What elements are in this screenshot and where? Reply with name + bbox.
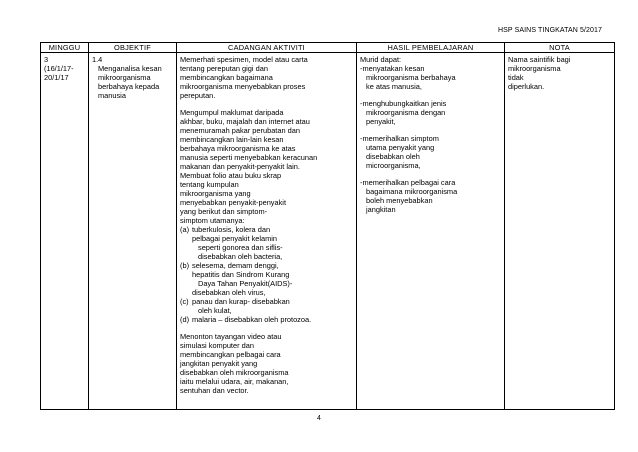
activity-line: tentang pereputan gigi dan bbox=[180, 64, 268, 73]
objective-line: Menganalisa kesan bbox=[98, 64, 162, 73]
outcome-line: -memerihalkan simptom bbox=[360, 134, 439, 143]
list-item bbox=[180, 315, 353, 324]
list-item-label: (a) bbox=[180, 225, 190, 234]
list-item-line: selesema, demam denggi, bbox=[192, 261, 279, 270]
outcome-line: -menghubungkaitkan jenis bbox=[360, 99, 447, 108]
activity-line: tentang kumpulan bbox=[180, 180, 239, 189]
activity-line: akhbar, buku, majalah dan internet atau bbox=[180, 117, 310, 126]
objective-line: manusia bbox=[98, 91, 126, 100]
activity-line: simulasi komputer dan bbox=[180, 341, 254, 350]
activity-line: membincangkan bagaimana bbox=[180, 73, 273, 82]
activity-line: yang berikut dan simptom- bbox=[180, 207, 268, 216]
note-line: mikroorganisma bbox=[508, 64, 561, 73]
activity-line: menyebabkan penyakit-penyakit bbox=[180, 198, 286, 207]
cell-minggu bbox=[41, 53, 89, 410]
outcome-line: jangkitan bbox=[366, 205, 396, 214]
activity-line: manusia seperti menyebabkan keracunan bbox=[180, 153, 318, 162]
list-item-label: (c) bbox=[180, 297, 189, 306]
table-row bbox=[41, 53, 615, 410]
note-line: diperlukan. bbox=[508, 82, 545, 91]
cell-cadangan-aktiviti bbox=[177, 53, 357, 410]
activity-line: sentuhan dan vector. bbox=[180, 386, 249, 395]
list-item-label: (d) bbox=[180, 315, 190, 324]
activity-line: Memerhati spesimen, model atau carta bbox=[180, 55, 308, 64]
outcome-line: microorganisma, bbox=[366, 161, 421, 170]
activity-line: Membuat folio atau buku skrap bbox=[180, 171, 282, 180]
activity-line: iaitu melalui udara, air, makanan, bbox=[180, 377, 289, 386]
note-line: tidak bbox=[508, 73, 524, 82]
week-number: 3 bbox=[44, 55, 49, 64]
col-header-hasil-pembelajaran: HASIL PEMBELAJARAN bbox=[357, 43, 505, 53]
col-header-nota: NOTA bbox=[505, 43, 615, 53]
objective-line: mikroorganisma bbox=[98, 73, 151, 82]
activity-line: pereputan. bbox=[180, 91, 216, 100]
activity-paragraph-3 bbox=[180, 332, 353, 395]
document-header-code: HSP SAINS TINGKATAN 5/2017 bbox=[497, 27, 602, 34]
outcome-line: bagaimana mikroorganisma bbox=[366, 187, 458, 196]
page-number: 4 bbox=[317, 415, 321, 422]
objective-line: berbahaya kepada bbox=[98, 82, 160, 91]
activity-line: disebabkan oleh mikroorganisma bbox=[180, 368, 289, 377]
list-item bbox=[180, 261, 353, 297]
lesson-plan-table bbox=[40, 42, 615, 410]
col-header-cadangan-aktiviti: CADANGAN AKTIVITI bbox=[177, 43, 357, 53]
list-item-line: disebabkan oleh virus, bbox=[192, 288, 266, 297]
list-item-line: Daya Tahan Penyakit(AIDS)- bbox=[198, 279, 293, 288]
activity-line: membincangkan lain-lain kesan bbox=[180, 135, 284, 144]
activity-line: membincangkan pelbagai cara bbox=[180, 350, 281, 359]
col-header-objektif: OBJEKTIF bbox=[89, 43, 177, 53]
outcome-line: utama penyakit yang bbox=[366, 143, 435, 152]
activity-line: simptom utamanya: bbox=[180, 216, 245, 225]
outcome-item bbox=[360, 99, 501, 126]
activity-line: mikroorganisma yang bbox=[180, 189, 251, 198]
outcome-item bbox=[360, 178, 501, 214]
table-header-row bbox=[41, 43, 615, 53]
list-item bbox=[180, 297, 353, 315]
note-line: Nama saintifik bagi bbox=[508, 55, 571, 64]
list-item-line: panau dan kurap- disebabkan bbox=[192, 297, 290, 306]
activity-line: jangkitan penyakit yang bbox=[180, 359, 258, 368]
list-item-line: seperti gonorea dan siflis- bbox=[198, 243, 283, 252]
activity-line: makanan dan penyakit-penyakit lain. bbox=[180, 162, 300, 171]
list-item-line: malaria – disebabkan oleh protozoa. bbox=[192, 315, 312, 324]
list-item-line: disebabkan oleh bacteria, bbox=[198, 252, 283, 261]
activity-paragraph-2 bbox=[180, 108, 353, 225]
week-date-start: (16/1/17- bbox=[44, 64, 74, 73]
activity-paragraph-1 bbox=[180, 55, 353, 100]
outcome-line: ke atas manusia, bbox=[366, 82, 422, 91]
list-item-line: oleh kulat, bbox=[198, 306, 232, 315]
activity-line: mikroorganisma menyebabkan proses bbox=[180, 82, 306, 91]
activity-line: berbahaya mikroorganisma ke atas bbox=[180, 144, 296, 153]
week-date-end: 20/1/17 bbox=[44, 73, 69, 82]
outcome-line: boleh menyebabkan bbox=[366, 196, 433, 205]
activity-line: Menonton tayangan video atau bbox=[180, 332, 282, 341]
list-item-label: (b) bbox=[180, 261, 190, 270]
activity-line: Mengumpul maklumat daripada bbox=[180, 108, 284, 117]
cell-nota bbox=[505, 53, 615, 410]
outcome-line: mikroorganisma berbahaya bbox=[366, 73, 456, 82]
outcome-item bbox=[360, 134, 501, 170]
list-item-line: pelbagai penyakit kelamin bbox=[192, 234, 278, 243]
activity-line: menemuramah pakar perubatan dan bbox=[180, 126, 300, 135]
outcome-intro: Murid dapat: bbox=[360, 55, 402, 64]
outcome-line: mikroorganisma dengan bbox=[366, 108, 446, 117]
cell-hasil-pembelajaran bbox=[357, 53, 505, 410]
objective-number: 1.4 bbox=[92, 55, 103, 64]
list-item-line: hepatitis dan Sindrom Kurang bbox=[192, 270, 290, 279]
disease-list bbox=[180, 225, 353, 324]
outcome-item bbox=[360, 64, 501, 91]
outcome-line: -menyatakan kesan bbox=[360, 64, 425, 73]
cell-objektif bbox=[89, 53, 177, 410]
outcome-line: disebabkan oleh bbox=[366, 152, 420, 161]
outcome-line: penyakit, bbox=[366, 117, 396, 126]
list-item-line: tuberkulosis, kolera dan bbox=[192, 225, 271, 234]
outcome-line: -memerihalkan pelbagai cara bbox=[360, 178, 456, 187]
list-item bbox=[180, 225, 353, 261]
col-header-minggu: MINGGU bbox=[41, 43, 89, 53]
